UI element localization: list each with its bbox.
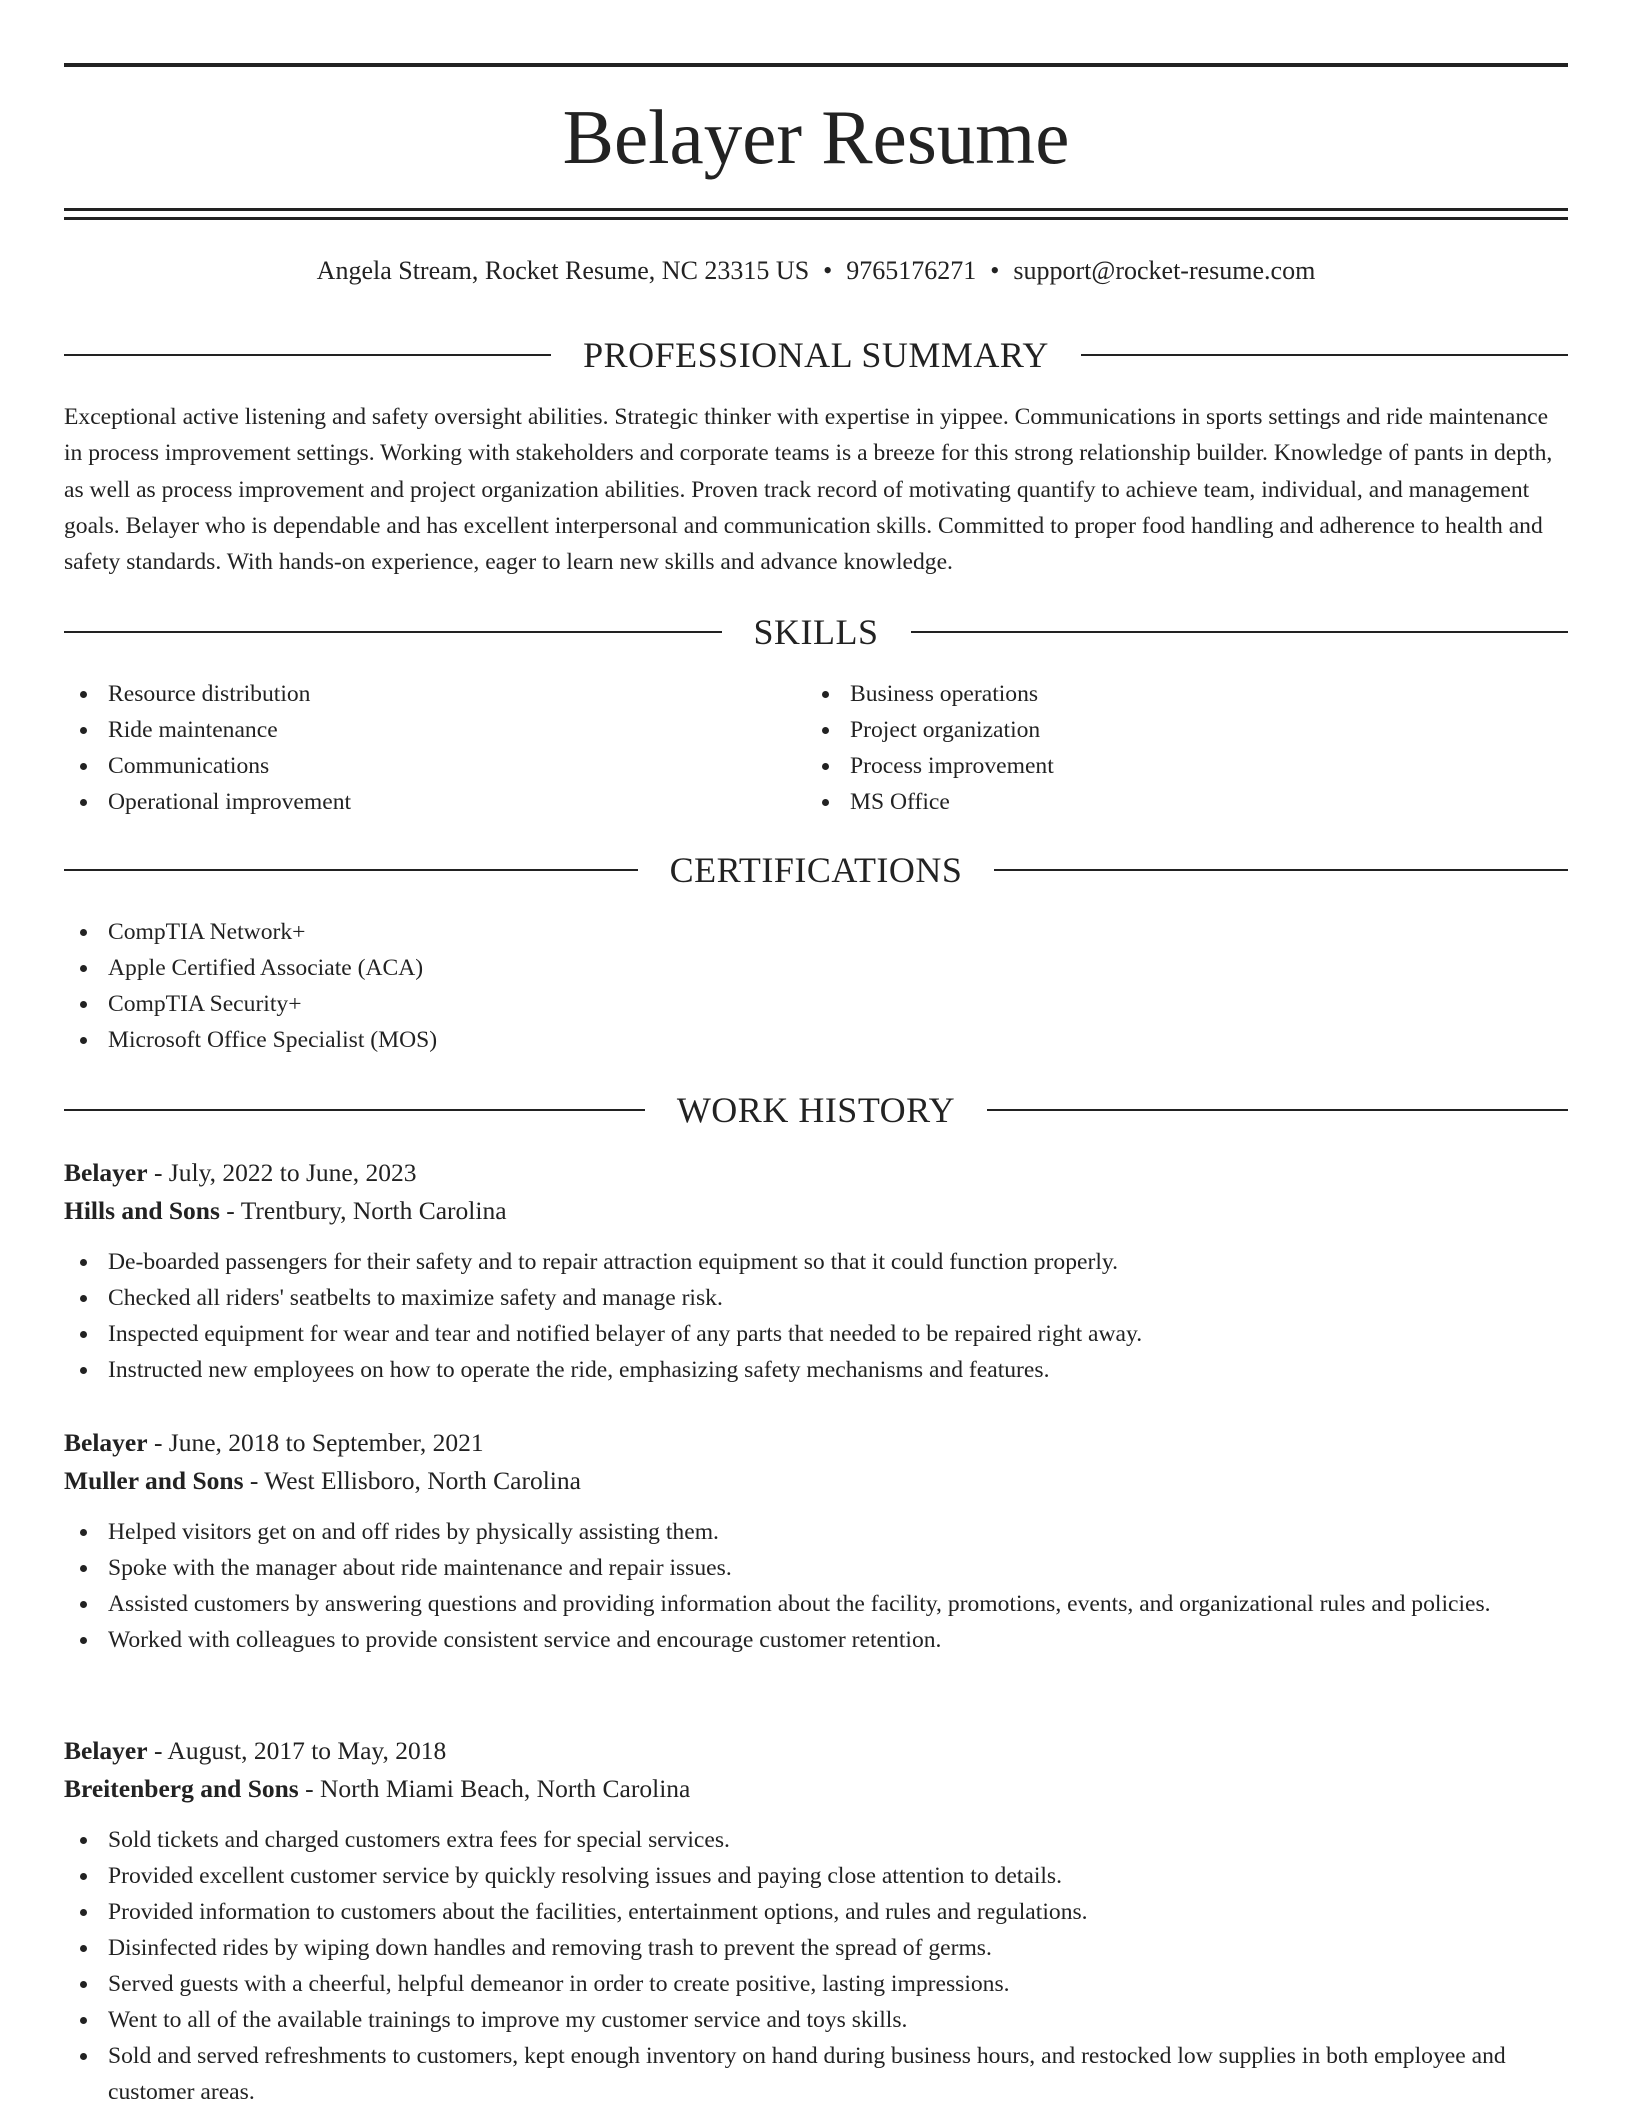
list-item: Sold and served refreshments to customers, kept enough inventory on hand during business hours, and restocked low supplies in both employee and customer areas. xyxy=(64,2038,1568,2110)
section-title: SKILLS xyxy=(753,612,879,652)
list-item: CompTIA Network+ xyxy=(64,914,1064,950)
list-item: Microsoft Office Specialist (MOS) xyxy=(64,1022,1064,1058)
job-location: - West Ellisboro, North Carolina xyxy=(243,1466,581,1495)
job-location: - North Miami Beach, North Carolina xyxy=(298,1774,691,1803)
skills-column-left xyxy=(64,676,764,820)
contact-separator: • xyxy=(990,256,1000,285)
section-rule-right xyxy=(987,1109,1568,1111)
list-item: CompTIA Security+ xyxy=(64,986,1064,1022)
job-company-line xyxy=(64,1192,1568,1230)
contact-email: support@rocket-resume.com xyxy=(1013,256,1316,285)
job-dates: - July, 2022 to June, 2023 xyxy=(147,1158,417,1187)
job-company-line xyxy=(64,1462,1568,1500)
list-item: Assisted customers by answering questions and providing information about the facility, promotions, events, and organizational rules and policies. xyxy=(64,1586,1568,1622)
job-role: Belayer xyxy=(64,1158,148,1187)
list-item: Business operations xyxy=(806,676,1506,712)
section-rule-right xyxy=(994,869,1568,871)
certifications-block xyxy=(64,914,1064,1058)
list-item: Helped visitors get on and off rides by physically assisting them. xyxy=(64,1514,1568,1550)
job-dates: - August, 2017 to May, 2018 xyxy=(147,1736,447,1765)
section-header-certifications xyxy=(64,848,1568,892)
job-role: Belayer xyxy=(64,1736,148,1765)
job-company: Hills and Sons xyxy=(64,1196,220,1225)
section-rule-right xyxy=(911,631,1569,633)
title-double-rule xyxy=(64,208,1568,220)
section-rule-left xyxy=(64,631,722,633)
list-item: Process improvement xyxy=(806,748,1506,784)
list-item: Instructed new employees on how to operate the ride, emphasizing safety mechanisms and features. xyxy=(64,1352,1568,1388)
list-item: Inspected equipment for wear and tear and notified belayer of any parts that needed to be repaired right away. xyxy=(64,1316,1568,1352)
job-title-line xyxy=(64,1154,1568,1192)
top-rule xyxy=(64,63,1568,67)
section-title: WORK HISTORY xyxy=(676,1090,956,1130)
job-title-line xyxy=(64,1424,1568,1462)
skills-column-right xyxy=(806,676,1506,820)
job-location: - Trentbury, North Carolina xyxy=(219,1196,507,1225)
job-entry xyxy=(64,1424,1568,1658)
job-dates: - June, 2018 to September, 2021 xyxy=(147,1428,484,1457)
section-rule-left xyxy=(64,1109,645,1111)
job-bullets xyxy=(64,1822,1568,2110)
list-item: Provided information to customers about the facilities, entertainment options, and rules and regulations. xyxy=(64,1894,1568,1930)
list-item: Disinfected rides by wiping down handles and removing trash to prevent the spread of germs. xyxy=(64,1930,1568,1966)
section-header-skills xyxy=(64,610,1568,654)
contact-address: Angela Stream, Rocket Resume, NC 23315 US xyxy=(316,256,810,285)
list-item: Served guests with a cheerful, helpful demeanor in order to create positive, lasting impressions. xyxy=(64,1966,1568,2002)
list-item: Checked all riders' seatbelts to maximize safety and manage risk. xyxy=(64,1280,1568,1316)
contact-separator: • xyxy=(823,256,833,285)
list-item: Resource distribution xyxy=(64,676,764,712)
list-item: Provided excellent customer service by quickly resolving issues and paying close attention to details. xyxy=(64,1858,1568,1894)
section-rule-left xyxy=(64,869,638,871)
section-rule-right xyxy=(1081,354,1568,356)
job-company: Muller and Sons xyxy=(64,1466,244,1495)
section-header-summary xyxy=(64,333,1568,377)
list-item: Project organization xyxy=(806,712,1506,748)
job-entry xyxy=(64,1732,1568,2110)
contact-line xyxy=(64,253,1568,289)
job-bullets xyxy=(64,1244,1568,1388)
document-title: Belayer Resume xyxy=(562,94,1070,180)
section-header-work-history xyxy=(64,1088,1568,1132)
job-company: Breitenberg and Sons xyxy=(64,1774,299,1803)
section-title: CERTIFICATIONS xyxy=(669,850,963,890)
job-entry xyxy=(64,1154,1568,1388)
contact-phone: 9765176271 xyxy=(846,256,977,285)
list-item: Spoke with the manager about ride maintenance and repair issues. xyxy=(64,1550,1568,1586)
list-item: Apple Certified Associate (ACA) xyxy=(64,950,1064,986)
certifications-list xyxy=(64,914,1064,1058)
job-bullets xyxy=(64,1514,1568,1658)
job-role: Belayer xyxy=(64,1428,148,1457)
section-title: PROFESSIONAL SUMMARY xyxy=(583,335,1049,375)
section-rule-left xyxy=(64,354,551,356)
list-item: Worked with colleagues to provide consistent service and encourage customer retention. xyxy=(64,1622,1568,1658)
list-item: Operational improvement xyxy=(64,784,764,820)
summary-text: Exceptional active listening and safety oversight abilities. Strategic thinker with expertise in yippee. Communications in sports settings and ride maintenance in process improvement settings. Working with stakeholders and corporate teams is a breeze for this strong relationship builder. Knowledge of pants in depth, as well as process improvement and project organization abilities. Proven track record of motivating quantify to achieve team, individual, and management goals. Belayer who is dependable and has excellent interpersonal and communication skills. Committed to proper food handling and adherence to health and safety standards. With hands-on experience, eager to learn new skills and advance knowledge. xyxy=(64,404,1553,576)
list-item: Ride maintenance xyxy=(64,712,764,748)
list-item: Sold tickets and charged customers extra fees for special services. xyxy=(64,1822,1568,1858)
list-item: De-boarded passengers for their safety and to repair attraction equipment so that it could function properly. xyxy=(64,1244,1568,1280)
job-title-line xyxy=(64,1732,1568,1770)
list-item: MS Office xyxy=(806,784,1506,820)
skills-list xyxy=(806,676,1506,820)
job-company-line xyxy=(64,1770,1568,1808)
skills-list xyxy=(64,676,764,820)
list-item: Communications xyxy=(64,748,764,784)
list-item: Went to all of the available trainings to improve my customer service and toys skills. xyxy=(64,2002,1568,2038)
